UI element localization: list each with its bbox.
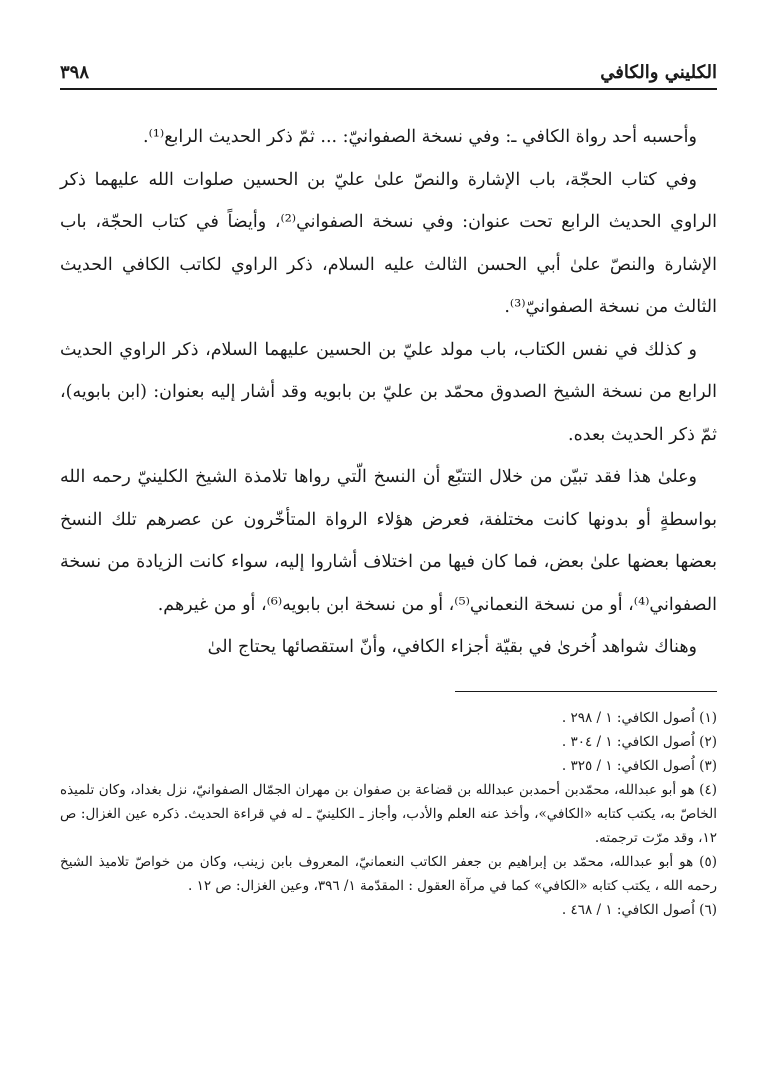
footnote: (٣) اُصول الكافي: ١ / ٣٢٥ . xyxy=(561,757,717,774)
footnotes xyxy=(60,706,717,922)
footnote: (٥) هو أبو عبدالله، محمّد بن إبراهيم بن جعفر الكاتب النعمانيّ، المعروف بابن زينب، وكان من خواصّ تلاميذ الشيخ رحمه الله ، يكتب كتابه «الكافي» كما في مرآة العقول : المقدّمة ١/ ٣٩٦، وعين الغزال: ص ١٢ . xyxy=(60,853,717,894)
paragraph: وعلىٰ هذا فقد تبيّن من خلال التتبّع أن النسخ الّتي رواها تلامذة الشيخ الكلينيّ رحمه الله بواسطةٍ أو بدونها كانت مختلفة، فعرض هؤلاء الرواة المتأخّرون عن عصرهم تلك النسخ بعضها بعضها علىٰ بعض، فما كان فيها من اختلاف أشاروا إليه، سواء كانت الزيادة من نسخة الصفواني⁽⁴⁾، أو من نسخة النعماني⁽⁵⁾، أو من نسخة ابن بابويه⁽⁶⁾، أو من غيرهم. xyxy=(60,467,717,615)
page-header xyxy=(60,62,717,86)
footnote-separator xyxy=(455,691,717,692)
paragraph: وهناك شواهد اُخرىٰ في بقيّة أجزاء الكافي، وأنّ استقصائها يحتاج الىٰ xyxy=(207,637,697,657)
header-rule xyxy=(60,88,717,90)
footnote: (٢) اُصول الكافي: ١ / ٣٠٤ . xyxy=(561,733,717,750)
footnote: (٦) اُصول الكافي: ١ / ٤٦٨ . xyxy=(561,901,717,918)
running-title: الكليني والكافي xyxy=(600,62,717,83)
main-text xyxy=(60,116,717,669)
footnote: (١) اُصول الكافي: ١ / ٢٩٨ . xyxy=(561,709,717,726)
page-number: ٣٩٨ xyxy=(60,62,90,83)
paragraph: وفي كتاب الحجّة، باب الإشارة والنصّ علىٰ عليّ بن الحسين صلوات الله عليهما ذكر الراوي الحديث الرابع تحت عنوان: وفي نسخة الصفواني⁽²⁾، وأيضاً في كتاب الحجّة، باب الإشارة والنصّ علىٰ أبي الحسن الثالث عليه السلام، ذكر الراوي لكاتب الكافي الحديث الثالث من نسخة الصفوانيّ⁽³⁾. xyxy=(60,169,717,317)
paragraph: و كذلك في نفس الكتاب، باب مولد عليّ بن الحسين عليهما السلام، ذكر الراوي الحديث الرابع من نسخة الشيخ الصدوق محمّد بن عليّ بن بابويه وقد أشار إليه بعنوان: (ابن بابويه)، ثمّ ذكر الحديث بعده. xyxy=(60,339,717,445)
paragraph: وأحسبه أحد رواة الكافي ـ: وفي نسخة الصفوانيّ: ... ثمّ ذكر الحديث الرابع⁽¹⁾. xyxy=(143,127,697,147)
book-page xyxy=(60,62,717,922)
footnote: (٤) هو أبو عبدالله، محمّدبن أحمدبن عبدالله بن قضاعة بن صفوان بن مهران الجمّال الصفوانيّ، نزل بغداد، وكان تلميذه الخاصّ به، يكتب كتابه «الكافي»، وأخذ عنه العلم والأدب، وأجاز ـ الكلينيّ ـ له في قراءة الحديث. ذكره عين الغزال: ص ١٢، وقد مرّت ترجمته. xyxy=(60,781,717,846)
